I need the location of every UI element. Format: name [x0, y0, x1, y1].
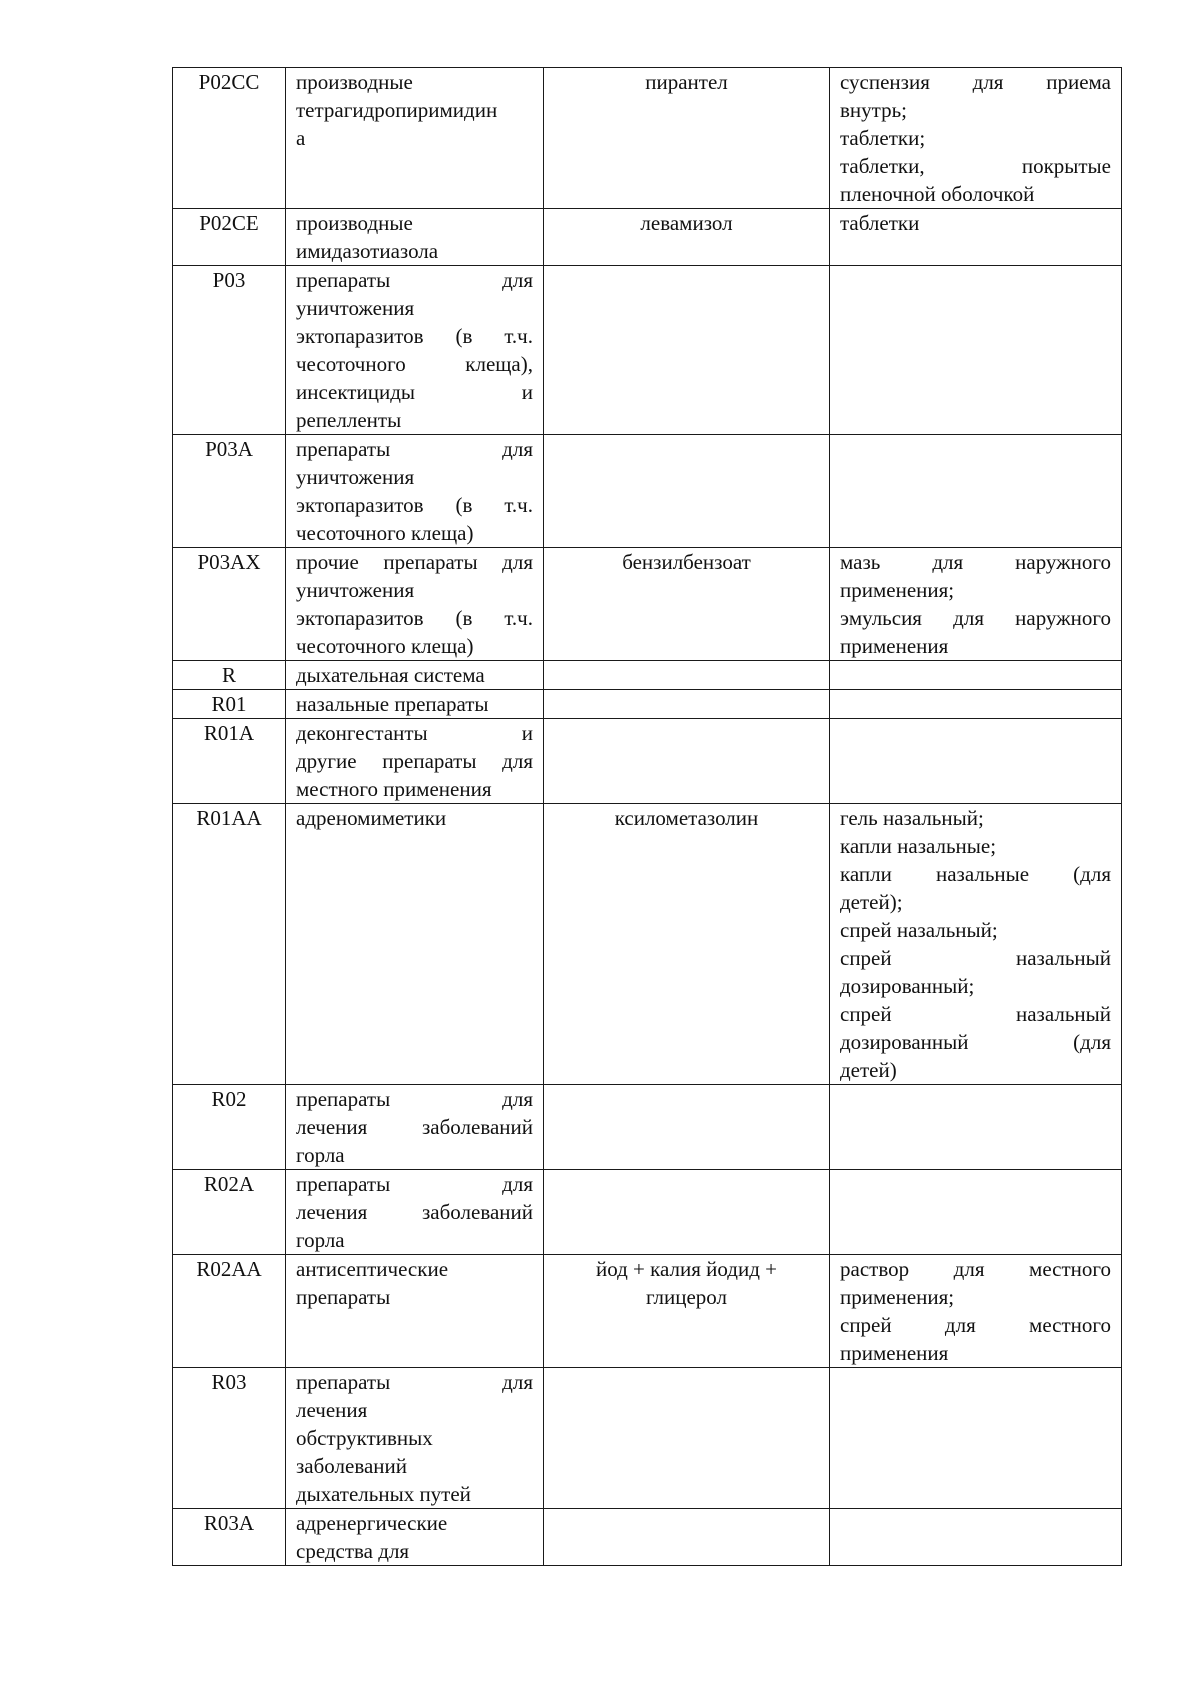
table-row — [173, 1509, 1122, 1566]
group-text-line: назальные препараты — [296, 692, 489, 716]
medicine-name-cell — [544, 690, 830, 719]
dosage-form-cell — [830, 68, 1122, 209]
atc-code-cell: R02A — [173, 1170, 286, 1255]
atc-code-cell: R01 — [173, 690, 286, 719]
group-text-line: уничтожения — [296, 465, 415, 489]
dosage-form-cell — [830, 1509, 1122, 1566]
atc-code-cell: R03A — [173, 1509, 286, 1566]
anatomical-group-cell — [286, 209, 544, 266]
atc-code-cell: P03A — [173, 435, 286, 548]
dosage-form-cell — [830, 1368, 1122, 1509]
group-text-line: заболеваний — [296, 1454, 407, 1478]
dosage-form-cell — [830, 804, 1122, 1085]
group-text-line: препараты — [296, 1285, 391, 1309]
table-row — [173, 548, 1122, 661]
group-text-line: инсектициды и — [296, 380, 533, 404]
atc-code-cell: R02AA — [173, 1255, 286, 1368]
anatomical-group-cell — [286, 1085, 544, 1170]
group-text-line: производные — [296, 70, 413, 94]
medicine-name-cell — [544, 1170, 830, 1255]
anatomical-group-cell — [286, 1368, 544, 1509]
dosage-form-line: применения; — [840, 1285, 955, 1309]
anatomical-group-cell — [286, 68, 544, 209]
medicine-name-cell: левамизол — [544, 209, 830, 266]
group-text-line: а — [296, 126, 306, 150]
dosage-form-cell — [830, 1085, 1122, 1170]
group-text-line: уничтожения — [296, 578, 415, 602]
group-text-line: препараты для — [296, 268, 533, 292]
dosage-form-cell — [830, 661, 1122, 690]
atc-code-cell: P02CC — [173, 68, 286, 209]
dosage-form-line: спрей назальный — [840, 946, 1111, 970]
anatomical-group-cell — [286, 804, 544, 1085]
group-text-line: средства для — [296, 1539, 410, 1563]
medicine-name-cell — [544, 266, 830, 435]
medicine-name-cell — [544, 1509, 830, 1566]
group-text-line: эктопаразитов (в т.ч. — [296, 493, 533, 517]
table-row — [173, 661, 1122, 690]
dosage-form-line: таблетки; — [840, 126, 926, 150]
anatomical-group-cell — [286, 719, 544, 804]
dosage-form-line: гель назальный; — [840, 806, 984, 830]
group-text-line: лечения заболеваний — [296, 1200, 533, 1224]
dosage-form-line: таблетки, покрытые — [840, 154, 1111, 178]
medicine-name-cell — [544, 1085, 830, 1170]
dosage-form-cell — [830, 266, 1122, 435]
atc-code-cell: R03 — [173, 1368, 286, 1509]
group-text-line: адреномиметики — [296, 806, 447, 830]
medicine-name-cell — [544, 719, 830, 804]
dosage-form-line: мазь для наружного — [840, 550, 1111, 574]
atc-code-cell: R — [173, 661, 286, 690]
dosage-form-cell — [830, 1170, 1122, 1255]
group-text-line: антисептические — [296, 1257, 449, 1281]
anatomical-group-cell — [286, 548, 544, 661]
group-text-line: эктопаразитов (в т.ч. — [296, 324, 533, 348]
group-text-line: производные — [296, 211, 413, 235]
anatomical-group-cell — [286, 661, 544, 690]
dosage-form-line: применения; — [840, 578, 955, 602]
table-row — [173, 435, 1122, 548]
medicine-name-cell: бензилбензоат — [544, 548, 830, 661]
dosage-form-line: капли назальные (для — [840, 862, 1111, 886]
group-text-line: другие препараты для — [296, 749, 533, 773]
dosage-form-line: суспензия для приема — [840, 70, 1111, 94]
dosage-form-cell — [830, 435, 1122, 548]
anatomical-group-cell — [286, 435, 544, 548]
group-text-line: чесоточного клеща) — [296, 634, 474, 658]
dosage-form-line: эмульсия для наружного — [840, 606, 1111, 630]
medicine-name-cell — [544, 661, 830, 690]
group-text-line: препараты для — [296, 1087, 533, 1111]
group-text-line: дыхательных путей — [296, 1482, 471, 1506]
group-text-line: местного применения — [296, 777, 492, 801]
group-text-line: эктопаразитов (в т.ч. — [296, 606, 533, 630]
group-text-line: горла — [296, 1143, 345, 1167]
atc-code-cell: R02 — [173, 1085, 286, 1170]
dosage-form-line: таблетки — [840, 211, 920, 235]
dosage-form-line: применения — [840, 634, 949, 658]
group-text-line: тетрагидропиримидин — [296, 98, 498, 122]
dosage-form-cell — [830, 1255, 1122, 1368]
table-row — [173, 690, 1122, 719]
medicines-table — [172, 67, 1122, 1566]
atc-code-cell: P02CE — [173, 209, 286, 266]
dosage-form-line: внутрь; — [840, 98, 907, 122]
group-text-line: деконгестанты и — [296, 721, 533, 745]
dosage-form-cell — [830, 209, 1122, 266]
medicine-name-cell: пирантел — [544, 68, 830, 209]
table-row — [173, 1085, 1122, 1170]
group-text-line: чесоточного клеща) — [296, 521, 474, 545]
medicine-name-cell — [544, 1368, 830, 1509]
dosage-form-line: капли назальные; — [840, 834, 997, 858]
dosage-form-line: дозированный; — [840, 974, 975, 998]
dosage-form-cell — [830, 690, 1122, 719]
group-text-line: прочие препараты для — [296, 550, 533, 574]
medicine-name-cell: йод + калия йодид + глицерол — [544, 1255, 830, 1368]
dosage-form-line: раствор для местного — [840, 1257, 1111, 1281]
anatomical-group-cell — [286, 1255, 544, 1368]
table-row — [173, 209, 1122, 266]
dosage-form-cell — [830, 548, 1122, 661]
atc-code-cell: R01A — [173, 719, 286, 804]
table-body — [173, 68, 1122, 1566]
anatomical-group-cell — [286, 1509, 544, 1566]
medicine-name-cell — [544, 435, 830, 548]
group-text-line: адренергические — [296, 1511, 448, 1535]
group-text-line: лечения заболеваний — [296, 1115, 533, 1139]
dosage-form-cell — [830, 719, 1122, 804]
dosage-form-line: детей) — [840, 1058, 897, 1082]
group-text-line: уничтожения — [296, 296, 415, 320]
table-row — [173, 1368, 1122, 1509]
atc-code-cell: P03 — [173, 266, 286, 435]
dosage-form-line: детей); — [840, 890, 903, 914]
dosage-form-line: применения — [840, 1341, 949, 1365]
anatomical-group-cell — [286, 1170, 544, 1255]
table-row — [173, 719, 1122, 804]
group-text-line: лечения — [296, 1398, 368, 1422]
atc-code-cell: P03AX — [173, 548, 286, 661]
dosage-form-line: спрей назальный — [840, 1002, 1111, 1026]
dosage-form-line: спрей для местного — [840, 1313, 1111, 1337]
table-row — [173, 1255, 1122, 1368]
dosage-form-line: спрей назальный; — [840, 918, 998, 942]
group-text-line: репелленты — [296, 408, 402, 432]
table-row — [173, 804, 1122, 1085]
dosage-form-line: пленочной оболочкой — [840, 182, 1035, 206]
group-text-line: дыхательная система — [296, 663, 485, 687]
table-row — [173, 266, 1122, 435]
anatomical-group-cell — [286, 690, 544, 719]
group-text-line: горла — [296, 1228, 345, 1252]
atc-code-cell: R01AA — [173, 804, 286, 1085]
table-row — [173, 1170, 1122, 1255]
group-text-line: имидазотиазола — [296, 239, 439, 263]
anatomical-group-cell — [286, 266, 544, 435]
group-text-line: препараты для — [296, 1370, 533, 1394]
dosage-form-line: дозированный (для — [840, 1030, 1111, 1054]
group-text-line: обструктивных — [296, 1426, 433, 1450]
medicine-name-cell: ксилометазолин — [544, 804, 830, 1085]
group-text-line: чесоточного клеща), — [296, 352, 533, 376]
group-text-line: препараты для — [296, 1172, 533, 1196]
group-text-line: препараты для — [296, 437, 533, 461]
table-row — [173, 68, 1122, 209]
